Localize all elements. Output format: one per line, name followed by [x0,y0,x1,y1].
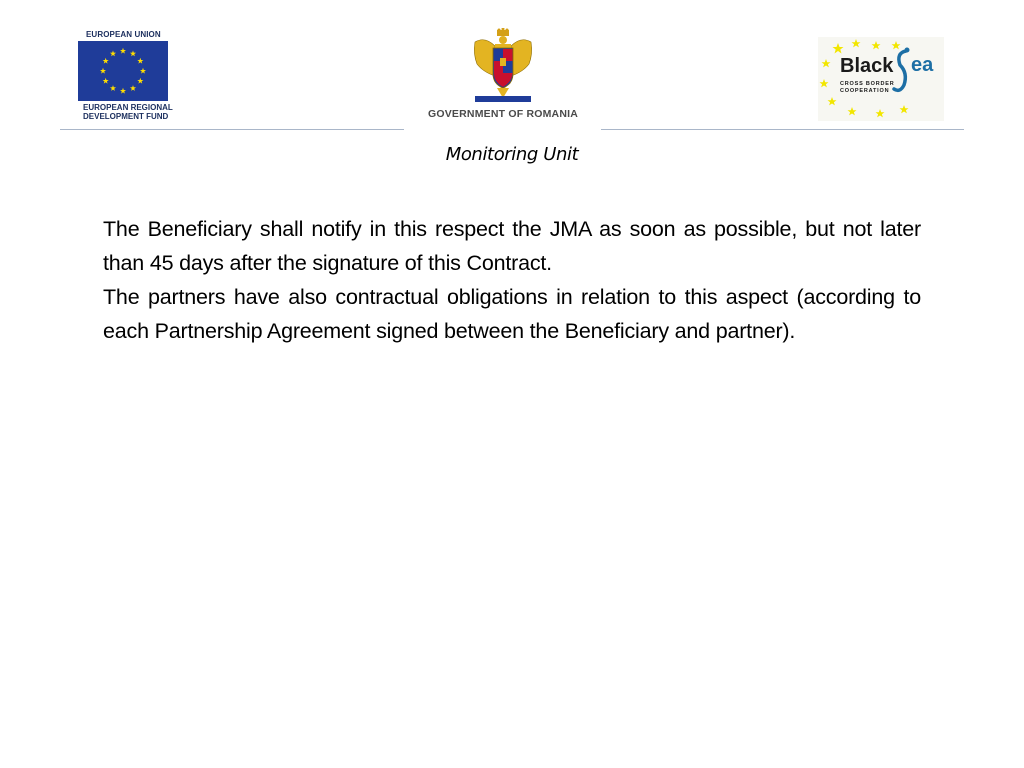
black-sea-subtitle-line1: CROSS BORDER [840,81,895,87]
body-text [103,212,921,348]
eu-star-icon [103,78,109,84]
romania-coat-of-arms-icon [471,28,535,104]
government-of-romania-text: GOVERNMENT OF ROMANIA [427,108,579,120]
eu-star-icon [130,50,136,56]
header-divider-left [60,129,404,130]
star-ring-icon [818,37,944,121]
eu-logo-bottom-line1: EUROPEAN REGIONAL [83,103,173,112]
eu-star-icon [140,68,146,74]
header-divider-right [601,129,964,130]
government-of-romania-logo [405,28,601,126]
eu-star-icon [110,85,116,91]
eu-star-icon [137,58,143,64]
eu-logo-bottom-text [83,103,173,121]
eu-star-icon [103,58,109,64]
black-sea-cbc-logo [818,37,944,121]
black-sea-word-black: Black [840,55,894,77]
body-paragraph-1: The Beneficiary shall notify in this respect the JMA as soon as possible, but not later than 45 days after the signature of this Contract. [103,217,921,275]
eu-logo-top-text: EUROPEAN UNION [86,30,161,39]
eu-star-icon [100,68,106,74]
eu-star-icon [130,85,136,91]
eu-star-icon [120,88,126,94]
eu-star-icon [120,48,126,54]
black-sea-subtitle-line2: COOPERATION [840,88,890,94]
body-paragraph-2: The partners have also contractual obligations in relation to this aspect (according to each Partnership Agreement signed between the Beneficiary and partner). [103,285,921,343]
black-sea-word-sea: ea [911,54,934,76]
black-sea-subtitle [840,81,895,95]
eu-logo [78,30,178,122]
eu-flag-icon [78,41,168,101]
eu-star-icon [137,78,143,84]
eu-star-icon [110,50,116,56]
eu-logo-bottom-line2: DEVELOPMENT FUND [83,112,169,121]
page-subtitle: Monitoring Unit [445,144,579,165]
